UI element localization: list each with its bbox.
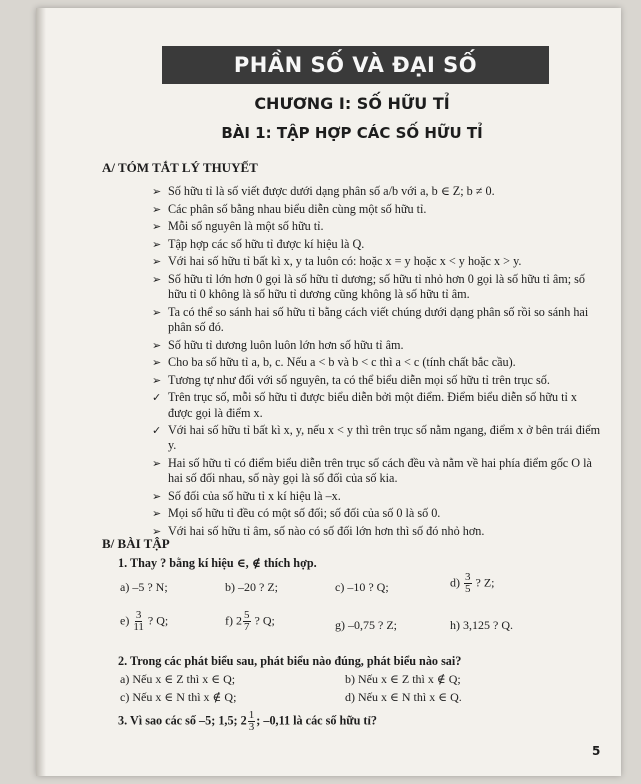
theory-item [152,524,602,539]
q2-item-a: a) Nếu x ∈ Z thì x ∈ Q; [120,672,236,686]
theory-item-text: Tương tự như đối với số nguyên, ta có thể biểu diễn mọi số hữu tỉ trên trục số. [168,372,550,387]
arrow-bullet-icon: ➢ [152,373,162,387]
arrow-bullet-icon: ➢ [152,524,162,538]
theory-item [152,373,602,388]
q2-item-d: d) Nếu x ∈ N thì x ∈ Q. [345,690,462,704]
arrow-bullet-icon: ➢ [152,220,162,234]
q1-item-d: d) $\frac{3}{5}$ ? Z; [450,571,495,595]
theory-item [152,272,602,302]
theory-item [152,506,602,521]
q2-item-c: c) Nếu x ∈ N thì x ∉ Q; [120,690,237,704]
theory-item-text: Ta có thể so sánh hai số hữu tỉ bằng cách viết chúng dưới dạng phân số rồi so sánh hai phân số đó. [168,304,589,334]
page-binding-shadow [36,8,46,776]
arrow-bullet-icon: ➢ [152,202,162,216]
arrow-bullet-icon: ➢ [152,272,162,286]
arrow-bullet-icon: ➢ [152,489,162,503]
theory-item-text: Với hai số hữu tỉ bất kì x, y, nếu x < y thì trên trục số nằm ngang, điểm x ở bên trái điểm y. [168,423,601,453]
theory-item [152,184,602,199]
section-b-title: B/ BÀI TẬP [102,536,170,551]
theory-item-text: Mỗi số nguyên là một số hữu tỉ. [168,219,324,234]
checkmark-icon: ✓ [152,424,162,438]
theory-item-text: Cho ba số hữu tỉ a, b, c. Nếu a < b và b < c thì a < c (tính chất bắc cầu). [168,355,516,370]
theory-item-text: Số hữu tỉ lớn hơn 0 gọi là số hữu tỉ dương; số hữu tỉ nhỏ hơn 0 gọi là số hữu tỉ âm; số hữu tỉ 0 không là số hữu tỉ dương cũng không là số hữu tỉ âm. [168,271,585,302]
arrow-bullet-icon: ➢ [152,356,162,370]
theory-item [152,456,602,486]
theory-item [152,390,602,420]
theory-list [152,184,602,542]
arrow-bullet-icon: ➢ [152,456,162,470]
theory-item [152,254,602,269]
theory-item-text: Trên trục số, mỗi số hữu tỉ được biểu diễn bởi một điểm. Điểm biểu diễn số hữu tỉ x được gọi là điểm x. [168,390,578,420]
q1-item-b: b) –20 ? Z; [225,580,278,594]
chapter-title: CHƯƠNG I: SỐ HỮU TỈ [254,94,450,113]
q1-item-c: c) –10 ? Q; [335,580,389,594]
q3-fraction: $\frac{1}{3}$ [248,709,255,733]
theory-item-text: Với hai số hữu tỉ âm, số nào có số đối lớn hơn thì số đó nhỏ hơn. [168,523,485,538]
question-2-title: 2. Trong các phát biểu sau, phát biểu nào đúng, phát biểu nào sai? [118,654,462,668]
theory-item-text: Số hữu tỉ dương luôn luôn lớn hơn số hữu tỉ âm. [168,337,404,352]
q1-item-f: f) 2 $\frac{5}{7}$ ? Q; [225,609,275,633]
theory-item [152,219,602,234]
q1-item-a: a) –5 ? N; [120,580,168,594]
book-page [36,8,621,776]
question-3-title: 3. Vì sao các số –5; 1,5; 2 $\frac{1}{3}$ ; –0,11 là các số hữu tỉ? [118,709,377,733]
theory-item-text: Các phân số bằng nhau biểu diễn cùng một số hữu tỉ. [168,201,427,216]
checkmark-icon: ✓ [152,391,162,405]
theory-item-text: Số hữu tỉ là số viết được dưới dạng phân số a/b với a, b ∈ Z; b ≠ 0. [168,184,495,198]
theory-item [152,338,602,353]
theory-item [152,355,602,370]
arrow-bullet-icon: ➢ [152,305,162,319]
q1-item-h: h) 3,125 ? Q. [450,618,513,632]
theory-item [152,305,602,335]
arrow-bullet-icon: ➢ [152,507,162,521]
theory-item [152,237,602,252]
part-banner: PHẦN SỐ VÀ ĐẠI SỐ [162,46,549,84]
q1-d-fraction: $\frac{3}{5}$ [465,571,471,595]
q1-item-e: e) $\frac{3}{11}$ ? Q; [120,609,169,633]
arrow-bullet-icon: ➢ [152,255,162,269]
q1-item-g: g) –0,75 ? Z; [335,618,397,632]
theory-item-text: Hai số hữu tỉ có điểm biểu diễn trên trục số cách đều và nằm về hai phía điểm gốc O là hai số đối nhau, số này gọi là số đối của số kia. [168,455,592,486]
theory-item [152,423,602,453]
q2-item-b: b) Nếu x ∈ Z thì x ∉ Q; [345,672,461,686]
question-1-title: 1. Thay ? bằng kí hiệu ∈, ∉ thích hợp. [118,556,317,570]
theory-item-text: Với hai số hữu tỉ bất kì x, y ta luôn có: hoặc x = y hoặc x < y hoặc x > y. [168,254,522,269]
page-number: 5 [592,744,601,758]
lesson-title: BÀI 1: TẬP HỢP CÁC SỐ HỮU TỈ [221,124,483,142]
theory-item-text: Số đối của số hữu tỉ x kí hiệu là –x. [168,488,341,503]
theory-item [152,202,602,217]
arrow-bullet-icon: ➢ [152,237,162,251]
arrow-bullet-icon: ➢ [152,185,162,198]
arrow-bullet-icon: ➢ [152,338,162,352]
theory-item-text: Tập hợp các số hữu tỉ được kí hiệu là Q. [168,236,365,251]
theory-item-text: Mọi số hữu tỉ đều có một số đối; số đối của số 0 là số 0. [168,506,441,521]
section-a-title: A/ TÓM TẮT LÝ THUYẾT [102,160,258,175]
theory-item [152,489,602,504]
